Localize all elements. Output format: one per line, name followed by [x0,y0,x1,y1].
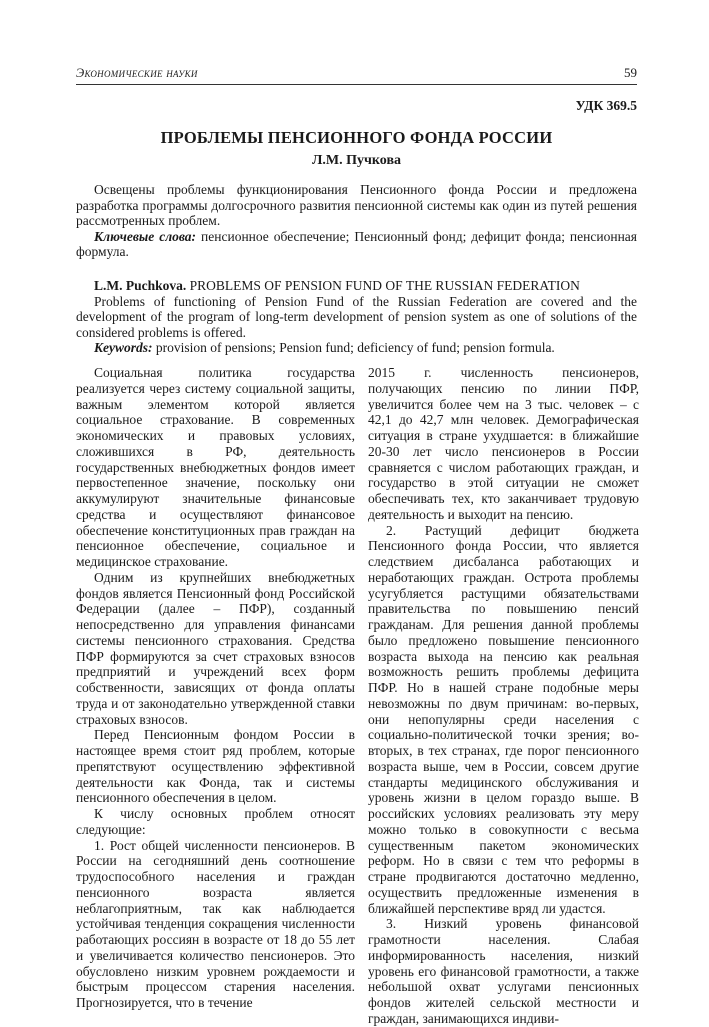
page-number: 59 [624,65,637,80]
running-header [76,64,637,85]
keywords-en [76,340,637,356]
abstract-ru [76,182,637,260]
abstract-en-heading [76,278,637,294]
body-paragraph: Перед Пенсионным фондом России в настоящее время стоит ряд проблем, которые препятствуют осуществлению эффективной деятельности как Фонда, так и системы пенсионного обеспечения в целом. [76,727,355,806]
body-paragraph: 2015 г. численность пенсионеров, получающих пенсию по линии ПФР, увеличится более чем на 3 тыс. человек – с 42,1 до 42,7 млн человек. Демографическая ситуация в стране ухудшается: в ближайшие 20-30 лет число пенсионеров в России сравняется с числом работающих граждан, и государство в этой ситуации не сможет обеспечивать тех, кто заканчивает трудовую деятельность и выходит на пенсию. [368,365,639,522]
abstract-en-author: L.M. Puchkova. [94,278,187,293]
body-paragraph: Одним из крупнейших внебюджетных фондов является Пенсионный фонд Российской Федерации (далее – ПФР), созданный непосредственно для управления финансами системы пенсионного страхования. Средства ПФР формируются за счет страховых взносов предприятий и учреждений всех форм собственности, зависящих от фонда оплаты труда и от законодательно утвержденной ставки страховых взносов. [76,569,355,727]
keywords-ru [76,229,637,260]
abstract-en [76,278,637,356]
body-column-right [368,365,639,1027]
article-author: Л.М. Пучкова [311,153,402,168]
body-paragraph: 1. Рост общей численности пенсионеров. В России на сегодняшний день соотношение трудоспособного населения и граждан пенсионного возраста является неблагоприятным, так как наблюдается устойчивая тенденция сокращения численности работающих россиян в возрасте от 18 до 55 лет и увеличивается количество пенсионеров. Это обусловлено низким уровнем рождаемости и быстрым процессом старения населения. Прогнозируется, что в течение [76,837,355,1010]
body-paragraph: К числу основных проблем относят следующие: [76,806,355,837]
abstract-en-text: Problems of functioning of Pension Fund of the Russian Federation are covered and the development of the program of long-term development of pension system as one of solutions of the considered problems is offered. [76,293,637,340]
article-title: ПРОБЛЕМЫ ПЕНСИОННОГО ФОНДА РОССИИ [160,128,553,147]
abstract-ru-text: Освещены проблемы функционирования Пенсионного фонда России и предложена разработка программы долгосрочного развития пенсионной системы как один из путей решения рассмотренных проблем. [76,182,637,229]
keywords-ru-list: пенсионное обеспечение; Пенсионный фонд; дефицит фонда; пенсионная формула. [76,228,637,260]
journal-name: Экономические науки [76,66,198,80]
body-paragraph: 3. Низкий уровень финансовой грамотности населения. Слабая информированность населения, низкий уровень его финансовой грамотности, а также небольшой охват услугами пенсионных фондов жителей сельской местности и граждан, занимающихся индиви- [368,916,639,1026]
body-column-left [76,365,355,1011]
body-paragraph: 2. Растущий дефицит бюджета Пенсионного фонда России, что является следствием дисбаланса работающих и неработающих граждан. Острота проблемы усугубляется растущими обязательствами правительства по повышению пенсий гражданам. Для решения данной проблемы было предложено повышение пенсионного возраста выхода на пенсию как реальная возможность решить проблемы дефицита ПФР. Но в нашей стране подобные меры невозможны по двум причинам: во-первых, они непопулярны среди населения с социально-политической точки зрения; во-вторых, в тех странах, где порог пенсионного возраста выше, чем в России, совсем другие стандарты медицинского обслуживания и уровень жизни в целом гораздо выше. В российских условиях реализовать эту меру можно только в совокупности с весьма существенным пакетом экономических реформ. Но в связи с тем что реформы в стране продвигаются достаточно медленно, осуществить предложенные изменения в ближайшей перспективе вряд ли удастся. [368,522,639,916]
keywords-en-label: Keywords: [94,340,153,356]
keywords-ru-label: Ключевые слова: [94,228,197,244]
abstract-en-title: PROBLEMS OF PENSION FUND OF THE RUSSIAN FEDERATION [186,278,580,293]
keywords-en-list: provision of pensions; Pension fund; deficiency of fund; pension formula. [152,340,555,356]
udk-code: УДК 369.5 [575,98,637,113]
body-paragraph: Социальная политика государства реализуется через систему социальной защиты, важным элементом которой является социальное страхование. В современных экономических и правовых условиях, сложившихся в РФ, деятельность государственных внебюджетных фондов имеет первостепенное значение, поскольку они аккумулируют значительные финансовые средства и осуществляют финансовое обеспечение конституционных прав граждан на пенсионное обеспечение, социальное и медицинское страхование. [76,365,355,569]
